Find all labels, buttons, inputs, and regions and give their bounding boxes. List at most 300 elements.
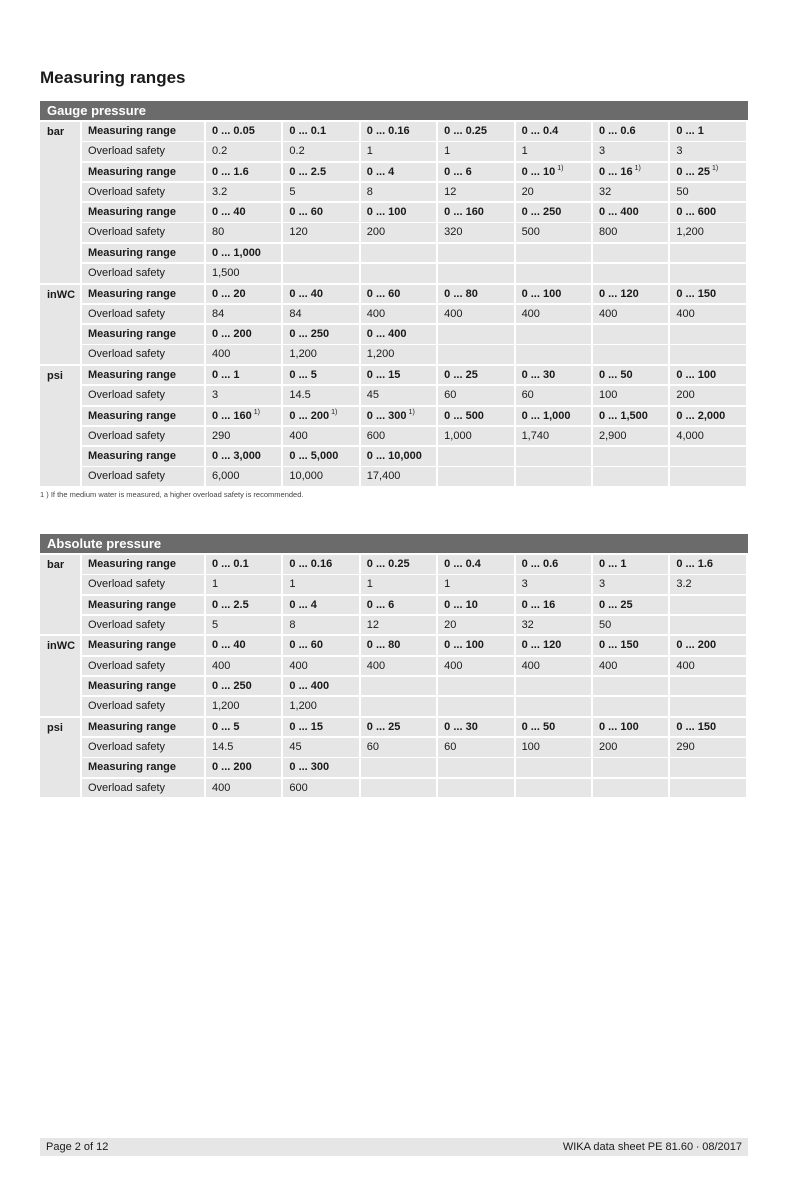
range-cell	[438, 366, 513, 385]
range-value: 0 ... 500	[444, 409, 484, 422]
row-label: Measuring range	[82, 203, 204, 222]
page-footer	[40, 1138, 748, 1156]
range-cell	[670, 718, 745, 737]
overload-cell: 400	[593, 305, 668, 324]
range-value: 0 ... 1,000	[521, 409, 571, 422]
overload-cell: 400	[593, 657, 668, 676]
overload-cell: 1,500	[206, 264, 281, 283]
overload-cell	[516, 697, 591, 716]
range-value: 0 ... 30	[521, 368, 556, 381]
range-value: 0 ... 200	[676, 639, 717, 652]
row-label: Measuring range	[82, 244, 204, 263]
overload-cell: 1	[283, 575, 358, 594]
measuring-range-row	[82, 407, 748, 426]
overload-cell: 3.2	[670, 575, 745, 594]
overload-cell: 1,200	[283, 345, 358, 364]
range-cell	[516, 366, 591, 385]
range-value: 0 ... 0.16	[366, 125, 410, 137]
range-value: 0 ... 100	[676, 368, 717, 381]
overload-cell: 290	[206, 427, 281, 446]
range-value: 0 ... 10,000	[366, 450, 422, 463]
range-value: 0 ... 100	[521, 287, 562, 300]
range-value: 0 ... 80	[444, 287, 478, 300]
row-label: Overload safety	[82, 657, 204, 676]
overload-safety-row	[82, 575, 748, 594]
overload-cell: 1	[206, 575, 281, 594]
overload-safety-row	[82, 697, 748, 716]
range-cell	[206, 718, 281, 737]
range-value: 0 ... 0.4	[444, 558, 481, 570]
unit-label: bar	[40, 122, 80, 283]
range-value: 0 ... 300	[366, 409, 407, 422]
range-value: 0 ... 6	[444, 165, 472, 178]
range-value: 0 ... 250	[521, 206, 562, 219]
overload-cell: 2,900	[593, 427, 668, 446]
unit-block-inwc	[40, 285, 748, 364]
row-label: Overload safety	[82, 386, 204, 405]
overload-cell: 600	[283, 779, 358, 798]
range-cell	[206, 122, 281, 141]
range-cell	[438, 596, 513, 615]
overload-safety-row	[82, 264, 748, 283]
unit-rows	[82, 636, 748, 715]
footnote-marker: 1)	[408, 408, 415, 416]
overload-cell	[593, 467, 668, 486]
unit-label: psi	[40, 366, 80, 486]
measuring-range-row	[82, 555, 748, 574]
range-value: 0 ... 1,500	[598, 409, 648, 422]
range-cell	[283, 122, 358, 141]
overload-cell: 50	[593, 616, 668, 635]
range-cell	[438, 555, 513, 574]
range-cell	[670, 163, 745, 182]
overload-cell: 3	[593, 142, 668, 161]
measuring-range-row	[82, 325, 748, 344]
range-value: 0 ... 1.6	[212, 165, 249, 178]
overload-cell	[593, 697, 668, 716]
range-value: 0 ... 200	[289, 409, 330, 422]
overload-cell	[670, 467, 745, 486]
overload-cell: 400	[283, 427, 358, 446]
measuring-range-row	[82, 758, 748, 777]
range-value: 0 ... 15	[289, 720, 324, 733]
range-cell	[593, 636, 668, 655]
range-cell	[438, 447, 513, 466]
range-cell	[670, 285, 745, 304]
overload-safety-row	[82, 223, 748, 242]
range-cell	[283, 407, 358, 426]
range-value: 0 ... 150	[598, 639, 639, 652]
overload-cell	[670, 697, 745, 716]
range-value: 0 ... 5,000	[289, 450, 339, 463]
overload-cell: 8	[283, 616, 358, 635]
overload-cell: 0.2	[206, 142, 281, 161]
range-value: 0 ... 160	[212, 409, 252, 422]
range-value: 0 ... 2.5	[212, 598, 249, 611]
row-label: Measuring range	[82, 758, 204, 777]
range-value: 0 ... 1.6	[676, 558, 714, 570]
range-value: 0 ... 5	[289, 368, 317, 381]
range-value: 0 ... 600	[676, 206, 717, 219]
range-value: 0 ... 120	[598, 287, 639, 300]
overload-cell	[438, 345, 513, 364]
range-value: 0 ... 1	[212, 368, 240, 381]
range-cell	[283, 555, 358, 574]
range-cell	[283, 203, 358, 222]
row-label: Measuring range	[82, 677, 204, 696]
range-value: 0 ... 100	[444, 639, 484, 652]
unit-block-bar	[40, 555, 748, 634]
range-cell	[670, 244, 745, 263]
absolute-pressure-table	[40, 534, 748, 797]
row-label: Measuring range	[82, 555, 204, 574]
overload-cell: 600	[361, 427, 436, 446]
overload-cell: 5	[283, 183, 358, 202]
overload-cell: 1	[361, 575, 436, 594]
overload-cell: 20	[438, 616, 513, 635]
overload-cell: 45	[283, 738, 358, 757]
range-cell	[670, 596, 745, 615]
range-value: 0 ... 0.25	[366, 558, 410, 570]
row-label: Measuring range	[82, 718, 204, 737]
overload-cell: 3	[206, 386, 281, 405]
range-value: 0 ... 0.25	[444, 125, 487, 137]
row-label: Overload safety	[82, 779, 204, 798]
absolute-table-body	[40, 555, 748, 797]
measuring-range-row	[82, 447, 748, 466]
range-cell	[361, 636, 436, 655]
range-cell	[670, 407, 745, 426]
range-value: 0 ... 250	[289, 328, 330, 341]
range-cell	[516, 244, 591, 263]
range-value: 0 ... 50	[598, 368, 633, 381]
overload-cell: 290	[670, 738, 745, 757]
measuring-range-row	[82, 244, 748, 263]
overload-safety-row	[82, 779, 748, 798]
range-cell	[516, 407, 591, 426]
overload-cell: 6,000	[206, 467, 281, 486]
row-label: Measuring range	[82, 325, 204, 344]
range-cell	[670, 677, 745, 696]
range-cell	[206, 325, 281, 344]
range-cell	[593, 718, 668, 737]
overload-cell: 60	[438, 386, 513, 405]
overload-safety-row	[82, 738, 748, 757]
row-label: Measuring range	[82, 366, 204, 385]
row-label: Measuring range	[82, 636, 204, 655]
overload-cell: 60	[438, 738, 513, 757]
range-value: 0 ... 60	[289, 639, 324, 652]
range-cell	[438, 325, 513, 344]
overload-safety-row	[82, 183, 748, 202]
overload-cell	[438, 467, 513, 486]
range-value: 0 ... 400	[366, 328, 407, 341]
row-label: Measuring range	[82, 163, 204, 182]
range-cell	[438, 677, 513, 696]
range-cell	[361, 325, 436, 344]
row-label: Overload safety	[82, 616, 204, 635]
row-label: Measuring range	[82, 122, 204, 141]
overload-cell: 400	[438, 305, 513, 324]
range-value: 0 ... 25	[366, 720, 401, 733]
overload-cell	[593, 264, 668, 283]
range-cell	[438, 122, 513, 141]
range-value: 0 ... 6	[366, 598, 395, 611]
overload-cell: 1	[438, 142, 513, 161]
overload-cell: 1,200	[283, 697, 358, 716]
unit-label: psi	[40, 718, 80, 797]
range-value: 0 ... 10	[444, 598, 478, 611]
overload-cell: 1,200	[670, 223, 745, 242]
row-label: Measuring range	[82, 407, 204, 426]
range-value: 0 ... 2,000	[676, 409, 726, 422]
overload-cell	[593, 345, 668, 364]
row-label: Overload safety	[82, 738, 204, 757]
range-cell	[206, 555, 281, 574]
range-value: 0 ... 40	[212, 639, 246, 652]
overload-cell: 14.5	[283, 386, 358, 405]
overload-cell: 45	[361, 386, 436, 405]
row-label: Overload safety	[82, 345, 204, 364]
overload-cell	[670, 345, 745, 364]
range-cell	[206, 447, 281, 466]
range-value: 0 ... 100	[366, 206, 407, 219]
range-cell	[283, 758, 358, 777]
range-value: 0 ... 0.16	[289, 558, 333, 570]
range-cell	[206, 407, 281, 426]
range-cell	[283, 244, 358, 263]
range-cell	[206, 285, 281, 304]
overload-cell: 50	[670, 183, 745, 202]
range-cell	[283, 366, 358, 385]
row-label: Measuring range	[82, 596, 204, 615]
overload-cell: 400	[670, 657, 745, 676]
overload-cell: 4,000	[670, 427, 745, 446]
unit-label: inWC	[40, 636, 80, 715]
range-cell	[670, 758, 745, 777]
range-value: 0 ... 300	[289, 761, 330, 774]
overload-safety-row	[82, 345, 748, 364]
range-cell	[206, 203, 281, 222]
range-cell	[283, 636, 358, 655]
overload-cell: 8	[361, 183, 436, 202]
overload-cell: 80	[206, 223, 281, 242]
row-label: Overload safety	[82, 142, 204, 161]
range-cell	[283, 285, 358, 304]
range-value: 0 ... 40	[212, 206, 246, 219]
unit-rows	[82, 555, 748, 634]
range-cell	[438, 203, 513, 222]
range-cell	[593, 366, 668, 385]
range-cell	[516, 285, 591, 304]
unit-rows	[82, 718, 748, 797]
range-cell	[670, 555, 745, 574]
range-cell	[438, 244, 513, 263]
row-label: Overload safety	[82, 575, 204, 594]
range-value: 0 ... 0.6	[598, 125, 636, 137]
range-cell	[593, 555, 668, 574]
overload-cell: 1	[516, 142, 591, 161]
range-cell	[361, 407, 436, 426]
row-label: Measuring range	[82, 447, 204, 466]
range-value: 0 ... 100	[598, 720, 639, 733]
overload-cell: 500	[516, 223, 591, 242]
overload-cell: 200	[593, 738, 668, 757]
range-value: 0 ... 0.4	[521, 125, 559, 137]
measuring-range-row	[82, 677, 748, 696]
range-value: 0 ... 150	[676, 287, 717, 300]
range-value: 0 ... 4	[289, 598, 317, 611]
range-cell	[516, 596, 591, 615]
overload-cell: 32	[593, 183, 668, 202]
footnote-marker: 1)	[557, 164, 564, 172]
overload-cell: 200	[670, 386, 745, 405]
unit-rows	[82, 366, 748, 486]
overload-cell	[516, 779, 591, 798]
overload-cell: 100	[516, 738, 591, 757]
overload-safety-row	[82, 616, 748, 635]
overload-cell: 20	[516, 183, 591, 202]
measuring-range-row	[82, 163, 748, 182]
range-cell	[670, 203, 745, 222]
range-value: 0 ... 25	[444, 368, 478, 381]
measuring-range-row	[82, 596, 748, 615]
range-cell	[516, 636, 591, 655]
overload-cell	[670, 779, 745, 798]
gauge-table-body	[40, 122, 748, 486]
overload-cell: 1	[361, 142, 436, 161]
unit-rows	[82, 285, 748, 364]
overload-cell	[361, 779, 436, 798]
range-cell	[361, 244, 436, 263]
overload-cell	[283, 264, 358, 283]
range-value: 0 ... 2.5	[289, 165, 327, 178]
overload-cell	[593, 779, 668, 798]
overload-cell: 400	[516, 657, 591, 676]
range-cell	[670, 122, 745, 141]
overload-safety-row	[82, 386, 748, 405]
range-value: 0 ... 250	[212, 679, 252, 692]
overload-cell: 3	[516, 575, 591, 594]
range-value: 0 ... 60	[366, 287, 401, 300]
range-cell	[283, 447, 358, 466]
overload-safety-row	[82, 427, 748, 446]
range-cell	[670, 366, 745, 385]
range-cell	[438, 285, 513, 304]
overload-cell: 800	[593, 223, 668, 242]
overload-cell: 1,200	[361, 345, 436, 364]
range-cell	[361, 366, 436, 385]
range-value: 0 ... 10	[521, 165, 556, 178]
range-cell	[361, 596, 436, 615]
range-cell	[361, 122, 436, 141]
range-cell	[670, 636, 745, 655]
range-cell	[206, 244, 281, 263]
range-cell	[593, 122, 668, 141]
range-cell	[593, 596, 668, 615]
range-cell	[593, 677, 668, 696]
unit-block-psi	[40, 366, 748, 486]
footnote-marker: 1)	[634, 164, 641, 172]
overload-cell: 84	[206, 305, 281, 324]
overload-cell: 400	[206, 657, 281, 676]
unit-block-bar	[40, 122, 748, 283]
overload-cell: 100	[593, 386, 668, 405]
range-value: 0 ... 0.1	[289, 125, 327, 137]
overload-cell	[516, 467, 591, 486]
range-cell	[283, 163, 358, 182]
overload-cell	[516, 345, 591, 364]
overload-cell: 12	[438, 183, 513, 202]
overload-cell: 32	[516, 616, 591, 635]
overload-cell	[438, 779, 513, 798]
footnote-marker: 1)	[711, 164, 719, 172]
overload-cell: 17,400	[361, 467, 436, 486]
overload-cell: 84	[283, 305, 358, 324]
overload-cell: 3.2	[206, 183, 281, 202]
range-value: 0 ... 120	[521, 639, 562, 652]
range-value: 0 ... 60	[289, 206, 324, 219]
row-label: Overload safety	[82, 427, 204, 446]
range-cell	[516, 325, 591, 344]
range-cell	[361, 203, 436, 222]
row-label: Overload safety	[82, 183, 204, 202]
overload-cell	[516, 264, 591, 283]
row-label: Measuring range	[82, 285, 204, 304]
section-header-gauge: Gauge pressure	[40, 101, 748, 120]
range-value: 0 ... 200	[212, 761, 252, 774]
overload-cell	[670, 616, 745, 635]
overload-cell: 14.5	[206, 738, 281, 757]
range-value: 0 ... 160	[444, 206, 484, 219]
overload-cell	[361, 264, 436, 283]
overload-cell	[438, 697, 513, 716]
overload-cell: 12	[361, 616, 436, 635]
range-cell	[516, 677, 591, 696]
range-cell	[516, 718, 591, 737]
range-cell	[438, 718, 513, 737]
range-value: 0 ... 0.1	[212, 558, 249, 570]
document-reference: WIKA data sheet PE 81.60 ∙ 08/2017	[562, 1141, 742, 1153]
page-number: Page 2 of 12	[46, 1141, 109, 1153]
overload-cell: 320	[438, 223, 513, 242]
overload-cell: 1,000	[438, 427, 513, 446]
range-cell	[593, 325, 668, 344]
overload-safety-row	[82, 305, 748, 324]
overload-cell	[670, 264, 745, 283]
range-cell	[283, 677, 358, 696]
unit-rows	[82, 122, 748, 283]
range-cell	[283, 596, 358, 615]
unit-block-inwc	[40, 636, 748, 715]
overload-safety-row	[82, 467, 748, 486]
range-value: 0 ... 4	[366, 165, 395, 178]
overload-cell: 400	[206, 345, 281, 364]
overload-cell: 10,000	[283, 467, 358, 486]
measuring-range-row	[82, 122, 748, 141]
row-label: Overload safety	[82, 467, 204, 486]
range-cell	[361, 677, 436, 696]
overload-safety-row	[82, 142, 748, 161]
range-value: 0 ... 1	[598, 558, 627, 570]
range-value: 0 ... 16	[521, 598, 556, 611]
range-value: 0 ... 1	[676, 125, 704, 137]
overload-cell: 3	[670, 142, 745, 161]
footnote-marker: 1)	[253, 408, 260, 416]
footnote: 1 ) If the medium water is measured, a higher overload safety is recommended.	[40, 490, 304, 499]
overload-cell	[361, 697, 436, 716]
range-value: 0 ... 25	[676, 165, 710, 178]
